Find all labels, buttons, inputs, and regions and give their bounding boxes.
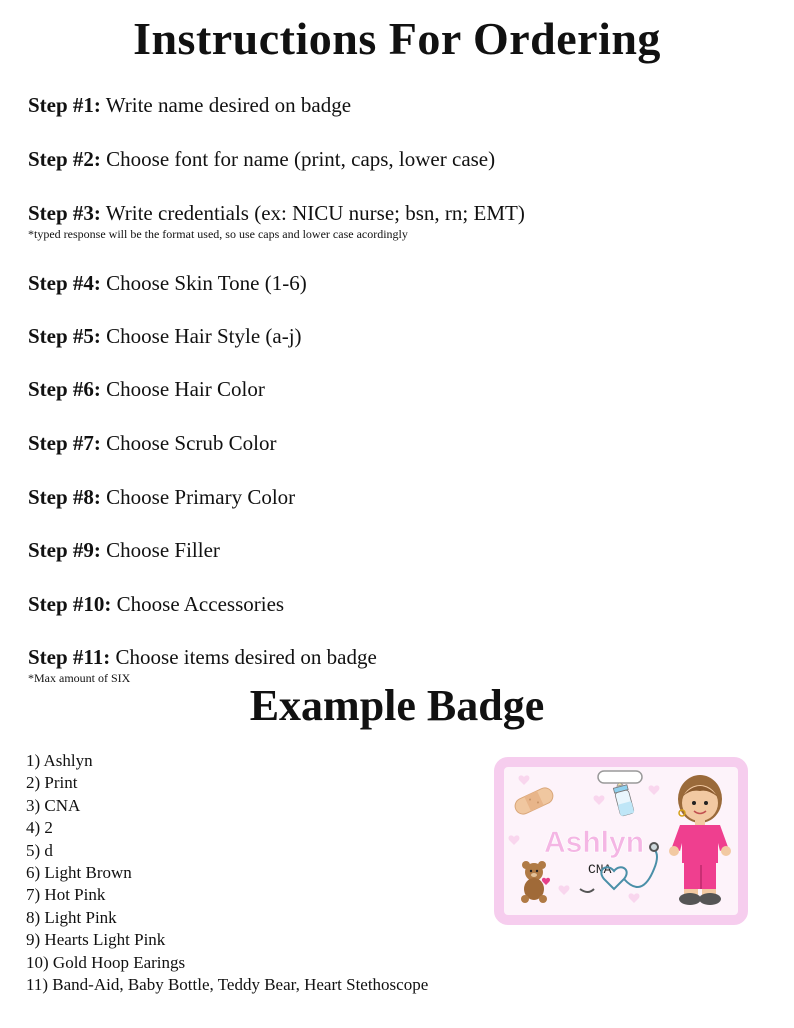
step-text: Choose Hair Color	[100, 377, 265, 401]
step-4	[28, 271, 307, 296]
example-title: Example Badge	[249, 681, 545, 730]
list-item: 11) Band-Aid, Baby Bottle, Teddy Bear, Heart Stethoscope	[26, 975, 429, 995]
step-text: Choose items desired on badge	[110, 645, 377, 669]
step-2	[28, 147, 495, 172]
step-label: Step #11:	[28, 645, 111, 669]
badge-slot	[598, 771, 642, 783]
step-label: Step #8:	[28, 485, 101, 509]
step-label: Step #2:	[28, 147, 101, 171]
list-item: 7) Hot Pink	[26, 885, 106, 905]
step-text: Choose Hair Style (a-j)	[100, 324, 302, 348]
step-6	[28, 377, 265, 402]
list-item: 3) CNA	[26, 795, 81, 815]
step-text: Write credentials (ex: NICU nurse; bsn, rn; EMT)	[100, 201, 525, 225]
list-item: 1) Ashlyn	[26, 751, 93, 770]
teddy-bear-icon	[521, 861, 550, 903]
step-label: Step #10:	[28, 592, 112, 616]
step-text: Write name desired on badge	[100, 93, 352, 117]
badge-artwork	[504, 767, 738, 915]
step-label: Step #4:	[28, 271, 101, 295]
list-item: 8) Light Pink	[26, 907, 117, 927]
step-label: Step #3:	[28, 201, 101, 225]
step-7	[28, 431, 277, 456]
step-1	[28, 93, 351, 118]
step-text: Choose font for name (print, caps, lower case)	[100, 147, 496, 171]
step-label: Step #5:	[28, 324, 101, 348]
list-item: 10) Gold Hoop Earings	[26, 952, 186, 972]
step-note: *Max amount of SIX	[28, 671, 131, 685]
baby-bottle-icon	[612, 781, 634, 816]
band-aid-icon	[512, 785, 555, 816]
step-text: Choose Filler	[100, 538, 220, 562]
step-label: Step #9:	[28, 538, 101, 562]
step-text: Choose Accessories	[111, 592, 285, 616]
list-item: 4) 2	[26, 818, 53, 838]
list-item: 6) Light Brown	[26, 863, 132, 883]
list-item: 2) Print	[26, 773, 78, 793]
list-item: 5) d	[26, 840, 53, 860]
step-10	[28, 592, 284, 617]
step-3	[28, 201, 525, 242]
step-5	[28, 324, 302, 349]
step-text: Choose Scrub Color	[100, 431, 277, 455]
step-label: Step #1:	[28, 93, 101, 117]
step-8	[28, 485, 295, 510]
page-title: Instructions For Ordering	[133, 13, 661, 64]
step-9	[28, 538, 220, 563]
step-text: Choose Primary Color	[100, 485, 296, 509]
step-label: Step #6:	[28, 377, 101, 401]
badge-name: Ashlyn	[544, 826, 645, 859]
step-note: *typed response will be the format used, so use caps and lower case acordingly	[28, 227, 408, 241]
step-label: Step #7:	[28, 431, 101, 455]
nurse-avatar	[669, 775, 731, 905]
example-answer-list	[26, 750, 428, 996]
list-item: 9) Hearts Light Pink	[26, 930, 166, 950]
example-badge	[494, 757, 748, 925]
badge-credential: CNA	[588, 862, 612, 877]
step-text: Choose Skin Tone (1-6)	[100, 271, 307, 295]
